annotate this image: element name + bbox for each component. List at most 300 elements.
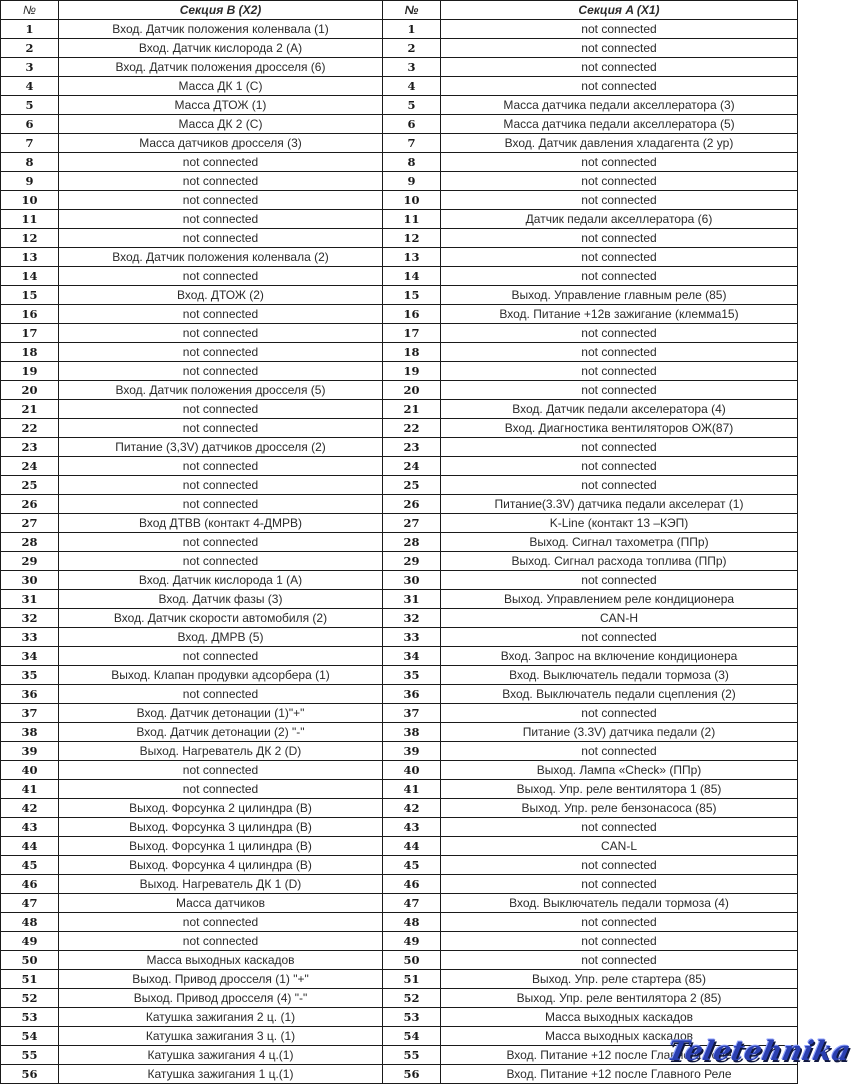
- pin-number: 36: [1, 685, 59, 704]
- section-b-pin-row: [1, 837, 383, 856]
- pin-number: 29: [1, 552, 59, 571]
- section-a-pin-row: [383, 134, 798, 153]
- pin-number: 1: [383, 20, 441, 39]
- pin-number: 2: [383, 39, 441, 58]
- section-a-pin-row: [383, 552, 798, 571]
- pin-description: K-Line (контакт 13 –КЭП): [441, 514, 798, 533]
- pin-number: 23: [383, 438, 441, 457]
- pin-description: not connected: [441, 172, 798, 191]
- pin-description: Вход. Питание +12в зажигание (клемма15): [441, 305, 798, 324]
- pin-description: not connected: [441, 324, 798, 343]
- section-b-pin-row: [1, 628, 383, 647]
- pin-description: not connected: [441, 856, 798, 875]
- pin-description: Выход. Сигнал тахометра (ППр): [441, 533, 798, 552]
- pin-description: Вход. Датчик положения дросселя (6): [59, 58, 383, 77]
- pin-description: not connected: [59, 647, 383, 666]
- pin-description: not connected: [441, 875, 798, 894]
- pin-description: not connected: [441, 58, 798, 77]
- pin-description: Выход. Лампа «Check» (ППр): [441, 761, 798, 780]
- pin-description: not connected: [59, 495, 383, 514]
- section-a-pin-row: [383, 571, 798, 590]
- pin-description: Питание (3,3V) датчиков дросселя (2): [59, 438, 383, 457]
- pin-description: Выход. Форсунка 2 цилиндра (В): [59, 799, 383, 818]
- section-b-pin-row: [1, 476, 383, 495]
- pin-description: not connected: [441, 267, 798, 286]
- section-a-pin-row: [383, 1065, 798, 1084]
- section-b-pin-row: [1, 704, 383, 723]
- section-b-pin-row: [1, 875, 383, 894]
- section-a-pin-row: [383, 951, 798, 970]
- pin-description: Вход. Питание +12 после Главного Реле: [441, 1065, 798, 1084]
- pin-number: 37: [1, 704, 59, 723]
- section-b-pin-row: [1, 951, 383, 970]
- section-a-pin-row: [383, 248, 798, 267]
- section-a-pin-row: [383, 533, 798, 552]
- section-b-pin-row: [1, 932, 383, 951]
- section-a-pin-row: [383, 875, 798, 894]
- pin-number: 45: [1, 856, 59, 875]
- pin-description: not connected: [59, 324, 383, 343]
- pin-number: 48: [383, 913, 441, 932]
- teletehnika-watermark-logo: Teletehnika: [664, 1036, 854, 1067]
- pin-number: 31: [1, 590, 59, 609]
- section-b-pin-row: [1, 134, 383, 153]
- section-b-pin-row: [1, 438, 383, 457]
- section-a-pin-row: [383, 628, 798, 647]
- pin-description: Выход. Упр. реле вентилятора 2 (85): [441, 989, 798, 1008]
- section-b-pin-row: [1, 20, 383, 39]
- section-a-pin-row: [383, 77, 798, 96]
- pin-number: 51: [383, 970, 441, 989]
- pin-description: Выход. Нагреватель ДК 2 (D): [59, 742, 383, 761]
- section-b-pin-row: [1, 495, 383, 514]
- pin-number: 11: [1, 210, 59, 229]
- pin-description: not connected: [59, 191, 383, 210]
- pin-number: 5: [1, 96, 59, 115]
- section-b-pin-row: [1, 58, 383, 77]
- section-b-pin-row: [1, 609, 383, 628]
- section-a-pin-row: [383, 894, 798, 913]
- section-b-pin-row: [1, 210, 383, 229]
- pin-number: 6: [1, 115, 59, 134]
- pin-description: not connected: [441, 381, 798, 400]
- section-a-pin-row: [383, 305, 798, 324]
- pin-description: not connected: [59, 533, 383, 552]
- section-b-pin-row: [1, 457, 383, 476]
- section-b-title: Секция B (X2): [59, 1, 383, 20]
- section-a-pin-row: [383, 856, 798, 875]
- section-b-pin-table: [0, 0, 383, 1084]
- section-b-pin-row: [1, 552, 383, 571]
- pin-number: 46: [383, 875, 441, 894]
- pin-description: Катушка зажигания 2 ц. (1): [59, 1008, 383, 1027]
- section-a-pin-row: [383, 210, 798, 229]
- pin-description: not connected: [59, 210, 383, 229]
- section-b-pin-row: [1, 248, 383, 267]
- section-a-pin-row: [383, 1008, 798, 1027]
- pin-description: Выход. Привод дросселя (4) "-": [59, 989, 383, 1008]
- section-a-pin-row: [383, 742, 798, 761]
- section-a-pin-row: [383, 495, 798, 514]
- pin-number: 5: [383, 96, 441, 115]
- section-a-pin-row: [383, 343, 798, 362]
- pin-number: 13: [383, 248, 441, 267]
- pin-description: Вход. Датчик положения дросселя (5): [59, 381, 383, 400]
- section-b-pin-row: [1, 324, 383, 343]
- pin-description: not connected: [59, 400, 383, 419]
- pin-description: Вход. Выключатель педали тормоза (3): [441, 666, 798, 685]
- pin-number: 50: [383, 951, 441, 970]
- section-b-pin-row: [1, 970, 383, 989]
- pin-number: 43: [383, 818, 441, 837]
- pin-description: not connected: [441, 818, 798, 837]
- section-a-pin-row: [383, 590, 798, 609]
- pin-number: 48: [1, 913, 59, 932]
- section-a-pin-row: [383, 115, 798, 134]
- pin-description: Выход. Форсунка 3 цилиндра (В): [59, 818, 383, 837]
- pin-description: Вход. ДТОЖ (2): [59, 286, 383, 305]
- pin-number: 16: [1, 305, 59, 324]
- section-b-pin-row: [1, 685, 383, 704]
- section-a-pin-row: [383, 58, 798, 77]
- pin-number: 13: [1, 248, 59, 267]
- pin-number: 10: [383, 191, 441, 210]
- section-b-pin-row: [1, 305, 383, 324]
- pin-number: 50: [1, 951, 59, 970]
- pin-description: not connected: [59, 913, 383, 932]
- section-a-pin-row: [383, 457, 798, 476]
- pin-number: 37: [383, 704, 441, 723]
- pin-description: not connected: [59, 362, 383, 381]
- pin-description: not connected: [441, 438, 798, 457]
- pin-description: Масса выходных каскадов: [59, 951, 383, 970]
- pin-number: 4: [383, 77, 441, 96]
- pin-description: Выход. Упр. реле вентилятора 1 (85): [441, 780, 798, 799]
- section-b-pin-row: [1, 514, 383, 533]
- pin-description: not connected: [441, 77, 798, 96]
- pin-number: 53: [1, 1008, 59, 1027]
- pin-description: Выход. Форсунка 4 цилиндра (В): [59, 856, 383, 875]
- pin-number: 41: [383, 780, 441, 799]
- pin-number: 4: [1, 77, 59, 96]
- pin-number: 16: [383, 305, 441, 324]
- pin-number: 52: [1, 989, 59, 1008]
- pin-number: 54: [383, 1027, 441, 1046]
- section-b-pin-row: [1, 96, 383, 115]
- pin-number: 42: [383, 799, 441, 818]
- pin-description: not connected: [59, 419, 383, 438]
- pin-description: Выход. Форсунка 1 цилиндра (В): [59, 837, 383, 856]
- pin-description: Масса датчиков дросселя (3): [59, 134, 383, 153]
- section-b-pin-row: [1, 856, 383, 875]
- section-b-pin-row: [1, 818, 383, 837]
- section-b-pin-row: [1, 362, 383, 381]
- pin-number: 1: [1, 20, 59, 39]
- pin-number: 17: [383, 324, 441, 343]
- pin-description: Выход. Клапан продувки адсорбера (1): [59, 666, 383, 685]
- pin-description: Вход. Выключатель педали тормоза (4): [441, 894, 798, 913]
- pin-description: not connected: [59, 153, 383, 172]
- pin-description: not connected: [441, 742, 798, 761]
- pin-description: Вход. Датчик положения коленвала (1): [59, 20, 383, 39]
- pin-number: 53: [383, 1008, 441, 1027]
- section-b-pin-row: [1, 191, 383, 210]
- pin-description: not connected: [441, 571, 798, 590]
- section-a-pin-row: [383, 913, 798, 932]
- pin-description: not connected: [441, 704, 798, 723]
- pin-description: not connected: [59, 932, 383, 951]
- pin-description: not connected: [441, 39, 798, 58]
- pin-description: Вход. ДМРВ (5): [59, 628, 383, 647]
- section-b-pin-row: [1, 894, 383, 913]
- pin-number: 30: [383, 571, 441, 590]
- pin-number: 14: [1, 267, 59, 286]
- pin-description: not connected: [59, 305, 383, 324]
- section-b-pin-row: [1, 666, 383, 685]
- pin-number: 9: [383, 172, 441, 191]
- pin-number: 22: [1, 419, 59, 438]
- pin-number: 12: [1, 229, 59, 248]
- pin-number: 21: [1, 400, 59, 419]
- pin-number: 27: [383, 514, 441, 533]
- pin-number: 10: [1, 191, 59, 210]
- section-a-pin-row: [383, 761, 798, 780]
- section-b-pin-row: [1, 172, 383, 191]
- pin-number: 41: [1, 780, 59, 799]
- pin-number: 8: [383, 153, 441, 172]
- pin-description: not connected: [441, 951, 798, 970]
- section-a-pin-row: [383, 39, 798, 58]
- pin-number: 34: [1, 647, 59, 666]
- section-a-pin-row: [383, 1027, 798, 1046]
- pin-description: not connected: [59, 476, 383, 495]
- pin-number: 15: [1, 286, 59, 305]
- pin-description: not connected: [441, 476, 798, 495]
- pin-number: 27: [1, 514, 59, 533]
- pin-description: not connected: [441, 362, 798, 381]
- pin-description: not connected: [59, 552, 383, 571]
- pin-number: 2: [1, 39, 59, 58]
- section-b-pin-row: [1, 571, 383, 590]
- section-a-rows: [383, 20, 798, 1084]
- section-a-pin-row: [383, 400, 798, 419]
- pin-description: not connected: [59, 780, 383, 799]
- pin-description: not connected: [59, 172, 383, 191]
- pin-number: 54: [1, 1027, 59, 1046]
- pin-number: 19: [383, 362, 441, 381]
- pin-description: Вход. Датчик детонации (1)"+": [59, 704, 383, 723]
- section-a-pin-table: [382, 0, 798, 1084]
- section-b-pin-row: [1, 989, 383, 1008]
- pin-number: 49: [383, 932, 441, 951]
- section-b-pin-row: [1, 381, 383, 400]
- section-b-pin-row: [1, 647, 383, 666]
- pin-description: not connected: [59, 229, 383, 248]
- pin-description: Вход. Датчик кислорода 1 (А): [59, 571, 383, 590]
- pin-number: 14: [383, 267, 441, 286]
- section-b-rows: [1, 20, 383, 1084]
- pin-number: 40: [1, 761, 59, 780]
- pin-description: Масса датчиков: [59, 894, 383, 913]
- section-b-pin-row: [1, 400, 383, 419]
- pin-number: 51: [1, 970, 59, 989]
- pin-number: 40: [383, 761, 441, 780]
- pin-number: 44: [383, 837, 441, 856]
- pin-description: not connected: [441, 20, 798, 39]
- pin-number: 3: [1, 58, 59, 77]
- pin-description: not connected: [441, 229, 798, 248]
- pin-description: Вход. Питание +12 после Главного Реле: [441, 1046, 798, 1065]
- pin-description: Вход. Диагностика вентиляторов ОЖ(87): [441, 419, 798, 438]
- section-a-pin-row: [383, 286, 798, 305]
- pin-number: 15: [383, 286, 441, 305]
- pin-description: not connected: [441, 932, 798, 951]
- section-b-pin-row: [1, 1008, 383, 1027]
- pin-description: Вход. Датчик детонации (2) "-": [59, 723, 383, 742]
- pin-number: 22: [383, 419, 441, 438]
- pin-description: Питание(3.3V) датчика педали акселерат (1): [441, 495, 798, 514]
- pin-number: 20: [1, 381, 59, 400]
- section-a-pin-row: [383, 799, 798, 818]
- section-a-pin-row: [383, 362, 798, 381]
- pin-number: 26: [1, 495, 59, 514]
- pin-number: 56: [383, 1065, 441, 1084]
- pin-description: Масса выходных каскадов: [441, 1008, 798, 1027]
- section-a-pin-row: [383, 818, 798, 837]
- pin-number: 49: [1, 932, 59, 951]
- section-a-pin-row: [383, 20, 798, 39]
- pin-number: 9: [1, 172, 59, 191]
- pin-number: 25: [1, 476, 59, 495]
- section-a-pin-row: [383, 438, 798, 457]
- section-a-num-header: №: [383, 1, 441, 20]
- section-b-pin-row: [1, 913, 383, 932]
- pin-description: Масса ДТОЖ (1): [59, 96, 383, 115]
- section-a-pin-row: [383, 267, 798, 286]
- pin-number: 25: [383, 476, 441, 495]
- pin-description: not connected: [441, 628, 798, 647]
- pin-number: 44: [1, 837, 59, 856]
- pin-number: 29: [383, 552, 441, 571]
- pin-number: 19: [1, 362, 59, 381]
- pin-number: 47: [1, 894, 59, 913]
- pin-number: 32: [383, 609, 441, 628]
- section-b-pin-row: [1, 799, 383, 818]
- section-b-pin-row: [1, 115, 383, 134]
- pin-number: 32: [1, 609, 59, 628]
- pin-description: Выход. Управление главным реле (85): [441, 286, 798, 305]
- section-a-title: Секция A (X1): [441, 1, 798, 20]
- section-a-pin-row: [383, 324, 798, 343]
- pin-description: Вход. Датчик кислорода 2 (А): [59, 39, 383, 58]
- pin-description: CAN-L: [441, 837, 798, 856]
- pin-number: 42: [1, 799, 59, 818]
- pin-number: 52: [383, 989, 441, 1008]
- pin-description: Масса выходных каскадов: [441, 1027, 798, 1046]
- pin-number: 24: [1, 457, 59, 476]
- pin-description: not connected: [59, 457, 383, 476]
- pin-description: Вход. Выключатель педали сцепления (2): [441, 685, 798, 704]
- section-b-pin-row: [1, 723, 383, 742]
- pin-number: 21: [383, 400, 441, 419]
- pin-number: 34: [383, 647, 441, 666]
- pin-number: 7: [383, 134, 441, 153]
- pin-description: not connected: [441, 343, 798, 362]
- section-b-pin-row: [1, 1027, 383, 1046]
- section-b-pin-row: [1, 1065, 383, 1084]
- pin-description: not connected: [59, 761, 383, 780]
- section-a-pin-row: [383, 647, 798, 666]
- pin-number: 26: [383, 495, 441, 514]
- pin-number: 56: [1, 1065, 59, 1084]
- pin-number: 8: [1, 153, 59, 172]
- pin-description: Выход. Нагреватель ДК 1 (D): [59, 875, 383, 894]
- pin-description: not connected: [441, 457, 798, 476]
- pin-number: 33: [1, 628, 59, 647]
- pin-description: not connected: [59, 685, 383, 704]
- section-b-pin-row: [1, 761, 383, 780]
- pin-description: not connected: [441, 248, 798, 267]
- section-a-pin-row: [383, 723, 798, 742]
- section-a-pin-row: [383, 1046, 798, 1065]
- pin-description: not connected: [441, 191, 798, 210]
- section-a-pin-row: [383, 153, 798, 172]
- pin-description: Масса датчика педали акселлератора (5): [441, 115, 798, 134]
- pin-description: not connected: [59, 267, 383, 286]
- section-a-pin-row: [383, 172, 798, 191]
- pin-description: Вход. Датчик давления хладагента (2 ур): [441, 134, 798, 153]
- pin-number: 18: [1, 343, 59, 362]
- pin-number: 33: [383, 628, 441, 647]
- pin-description: Питание (3.3V) датчика педали (2): [441, 723, 798, 742]
- pin-description: Катушка зажигания 1 ц.(1): [59, 1065, 383, 1084]
- section-a-pin-row: [383, 837, 798, 856]
- pin-description: Выход. Упр. реле бензонасоса (85): [441, 799, 798, 818]
- section-b-pin-row: [1, 590, 383, 609]
- pin-number: 39: [1, 742, 59, 761]
- pin-description: not connected: [441, 913, 798, 932]
- pin-description: Масса датчика педали акселлератора (3): [441, 96, 798, 115]
- section-a-pin-row: [383, 970, 798, 989]
- pin-number: 28: [1, 533, 59, 552]
- section-a-pin-row: [383, 96, 798, 115]
- section-b-pin-row: [1, 533, 383, 552]
- pin-description: Выход. Управлением реле кондиционера: [441, 590, 798, 609]
- section-b-pin-row: [1, 39, 383, 58]
- section-a-pin-row: [383, 685, 798, 704]
- pin-number: 35: [1, 666, 59, 685]
- pin-description: Масса ДК 1 (С): [59, 77, 383, 96]
- pin-description: Катушка зажигания 4 ц.(1): [59, 1046, 383, 1065]
- pin-number: 43: [1, 818, 59, 837]
- section-b-pin-row: [1, 1046, 383, 1065]
- pin-number: 17: [1, 324, 59, 343]
- pin-description: Масса ДК 2 (С): [59, 115, 383, 134]
- pin-number: 45: [383, 856, 441, 875]
- section-a-pin-row: [383, 989, 798, 1008]
- section-a-pin-row: [383, 780, 798, 799]
- section-b-pin-row: [1, 153, 383, 172]
- pin-number: 18: [383, 343, 441, 362]
- section-b-pin-row: [1, 742, 383, 761]
- section-a-pin-row: [383, 476, 798, 495]
- pin-number: 36: [383, 685, 441, 704]
- pin-description: Вход. Датчик скорости автомобиля (2): [59, 609, 383, 628]
- pin-number: 6: [383, 115, 441, 134]
- pin-number: 24: [383, 457, 441, 476]
- pin-description: Вход. Датчик педали акселератора (4): [441, 400, 798, 419]
- pin-description: not connected: [59, 343, 383, 362]
